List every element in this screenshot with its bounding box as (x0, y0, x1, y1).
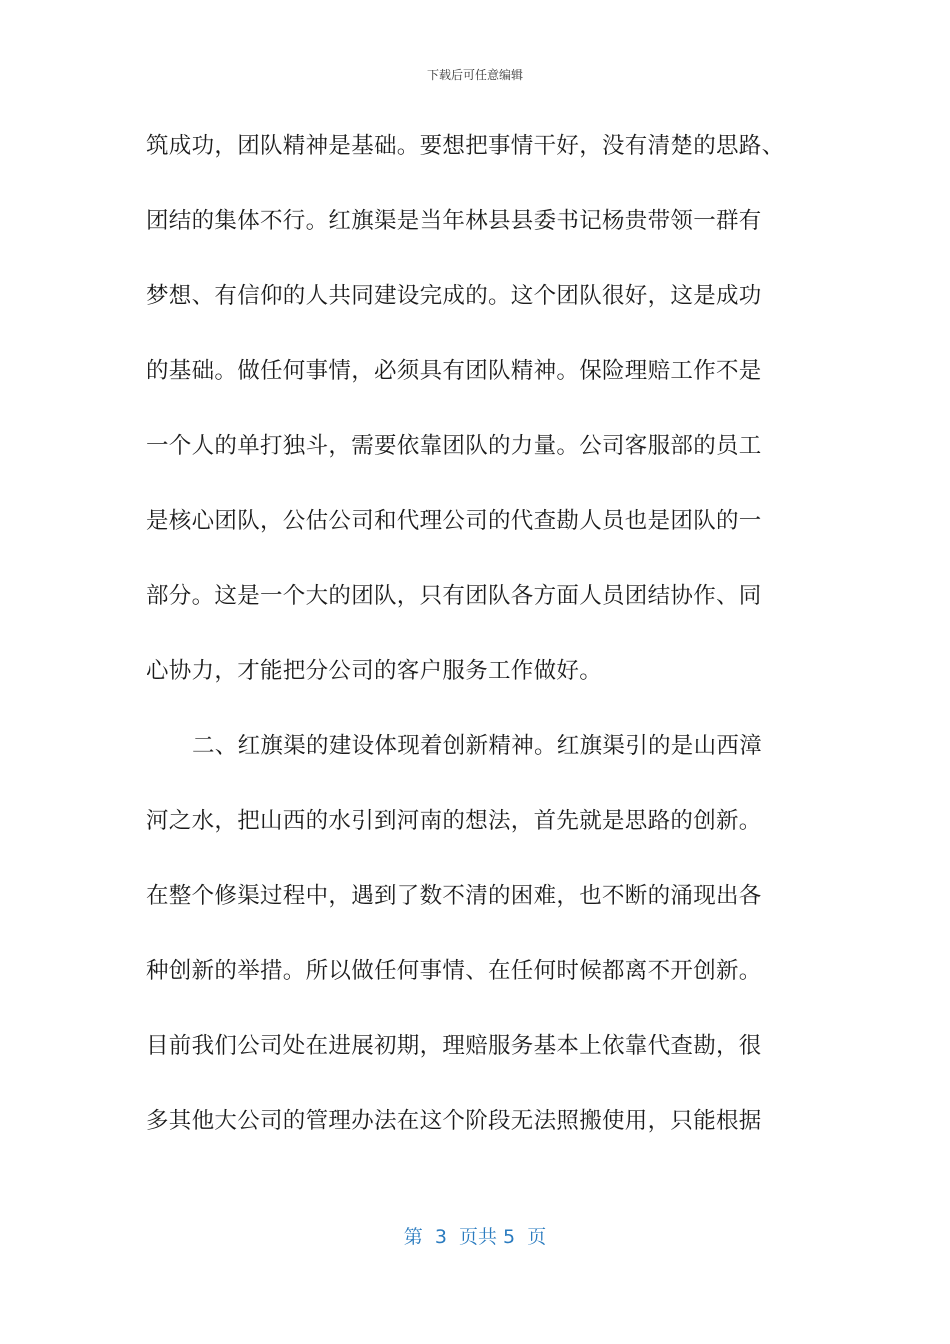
text-line-9: 二、红旗渠的建设体现着创新精神。红旗渠引的是山西漳 (192, 733, 763, 759)
page-header: 下载后可任意编辑 (426, 68, 523, 82)
text-line-11: 在整个修渠过程中，遇到了数不清的困难，也不断的涌现出各 (146, 883, 762, 909)
text-line-5: 一个人的单打独斗，需要依靠团队的力量。公司客服部的员工 (146, 433, 762, 459)
page-footer (0, 1222, 950, 1249)
text-line-10: 河之水，把山西的水引到河南的想法，首先就是思路的创新。 (146, 808, 762, 834)
text-line-13: 目前我们公司处在进展初期，理赔服务基本上依靠代查勘，很 (146, 1033, 762, 1059)
text-line-3: 梦想、有信仰的人共同建设完成的。这个团队很好，这是成功 (146, 283, 762, 309)
text-line-14: 多其他大公司的管理办法在这个阶段无法照搬使用，只能根据 (146, 1108, 762, 1134)
text-line-12: 种创新的举措。所以做任何事情、在任何时候都离不开创新。 (146, 958, 762, 984)
page-number: 第 3 页共 5 页 (403, 1226, 547, 1248)
text-line-4: 的基础。做任何事情，必须具有团队精神。保险理赔工作不是 (146, 358, 762, 384)
text-line-2: 团结的集体不行。红旗渠是当年林县县委书记杨贵带领一群有 (146, 208, 762, 234)
document-body (146, 118, 818, 1168)
text-line-8: 心协力，才能把分公司的客户服务工作做好。 (146, 658, 603, 684)
text-line-1: 筑成功，团队精神是基础。要想把事情干好，没有清楚的思路、 (146, 133, 785, 159)
text-line-7: 部分。这是一个大的团队，只有团队各方面人员团结协作、同 (146, 583, 762, 609)
text-line-6: 是核心团队，公估公司和代理公司的代查勘人员也是团队的一 (146, 508, 762, 534)
